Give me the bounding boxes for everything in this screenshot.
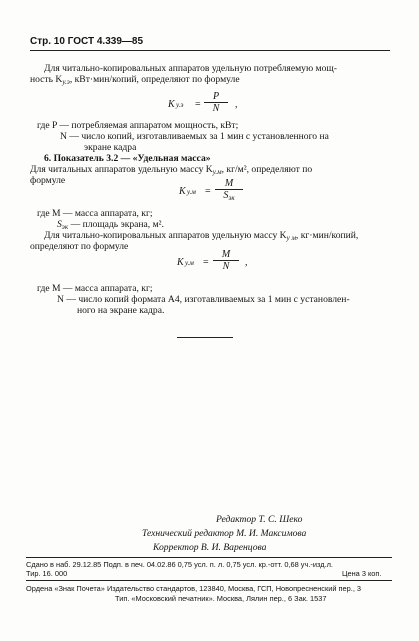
subscript: эк: [61, 223, 69, 231]
text-segment: , кВт·мин/копий, определяют по формуле: [69, 74, 240, 85]
formula-fraction: [213, 249, 239, 272]
section-6-line-1: [30, 164, 312, 178]
fraction-numerator: M: [215, 178, 243, 190]
text-segment: Для читальных аппаратов удельную массу K: [30, 164, 213, 175]
fraction-denominator: N: [212, 103, 220, 114]
text-segment: Для читально-копировальных аппаратов удельную массу K: [44, 230, 287, 241]
section-6-line-2: формуле: [30, 175, 66, 186]
definition-m: где M — масса аппарата, кг;: [37, 208, 153, 219]
formula-equals: =: [195, 99, 201, 110]
definition-n-line-2: экране кадра: [84, 142, 137, 153]
definition-n2-line-2: ного на экране кадра.: [77, 305, 165, 316]
copy-device-line-2: определяют по формуле: [30, 241, 129, 252]
proofreader-credit: Корректор В. И. Варенцова: [153, 542, 267, 553]
header-rule: [30, 50, 390, 51]
formula-lhs: K: [179, 186, 186, 197]
definition-n-line-1: N — число копий, изготавливаемых за 1 мин с установленного на: [60, 131, 329, 142]
text-segment: — площадь экрана, м².: [68, 219, 164, 230]
formula-lhs-subscript: у.м: [185, 259, 194, 267]
formula-fraction: [215, 178, 243, 204]
definition-m-2: где M — масса аппарата, кг;: [37, 283, 153, 294]
editor-credit: Редактор Т. С. Шеко: [216, 514, 303, 525]
formula-lhs-subscript: у.э: [176, 101, 184, 109]
imprint-middle-rule: [26, 580, 392, 581]
imprint-price: Цена 3 коп.: [342, 569, 382, 578]
fraction-denominator: N: [222, 261, 230, 272]
formula-fraction: [204, 91, 228, 114]
text-segment: , кг/м², определяют по: [221, 164, 313, 175]
fraction-numerator: M: [213, 249, 239, 261]
text-segment: S: [57, 219, 62, 230]
denominator-subscript: эк: [228, 194, 235, 202]
subscript: у.м: [212, 168, 222, 176]
paragraph-1-line-2: [30, 74, 240, 88]
formula-comma: ,: [245, 257, 248, 268]
definition-p: где P — потребляемая аппаратом мощность, кВт;: [37, 120, 239, 131]
section-6-title: 6. Показатель 3.2 — «Удельная масса»: [44, 153, 211, 164]
formula-lhs: K: [168, 99, 175, 110]
text-segment: , кг·мин/копий,: [295, 230, 359, 241]
imprint-line-1: Сдано в наб. 29.12.85 Подп. в печ. 04.02.86 0,75 усл. п. л. 0,75 усл. кр.-отт. 0,68 уч.-изд.л.: [26, 560, 333, 569]
imprint-printer: Тип. «Московский печатник». Москва, Лялин пер., 6 Зак. 1537: [115, 594, 327, 603]
technical-editor-credit: Технический редактор М. И. Максимова: [142, 528, 307, 539]
fraction-numerator: P: [204, 91, 228, 103]
formula-equals: =: [203, 257, 209, 268]
formula-comma: ,: [235, 99, 238, 110]
page-header: Стр. 10 ГОСТ 4.339—85: [30, 36, 144, 47]
definition-n2-line-1: N — число копий формата А4, изготавливаемых за 1 мин с установлен-: [57, 294, 350, 305]
formula-lhs-subscript: у.м: [187, 188, 196, 196]
subscript: у м: [286, 234, 296, 242]
formula-equals: =: [205, 186, 211, 197]
subscript: у.э: [62, 78, 70, 86]
end-rule: [177, 337, 233, 338]
imprint-publisher: Ордена «Знак Почета» Издательство стандартов, 123840, Москва, ГСП, Новопресненский пер., 3: [26, 584, 362, 593]
paragraph-1-line-1: Для читально-копировальных аппаратов удельную потребляемую мощ-: [44, 63, 337, 74]
text-segment: ность K: [30, 74, 63, 85]
denominator-symbol: S: [223, 190, 229, 201]
formula-lhs: K: [177, 257, 184, 268]
imprint-print-run: Тир. 16. 000: [26, 569, 68, 578]
imprint-top-rule: [26, 557, 392, 558]
fraction-denominator: [215, 190, 243, 204]
